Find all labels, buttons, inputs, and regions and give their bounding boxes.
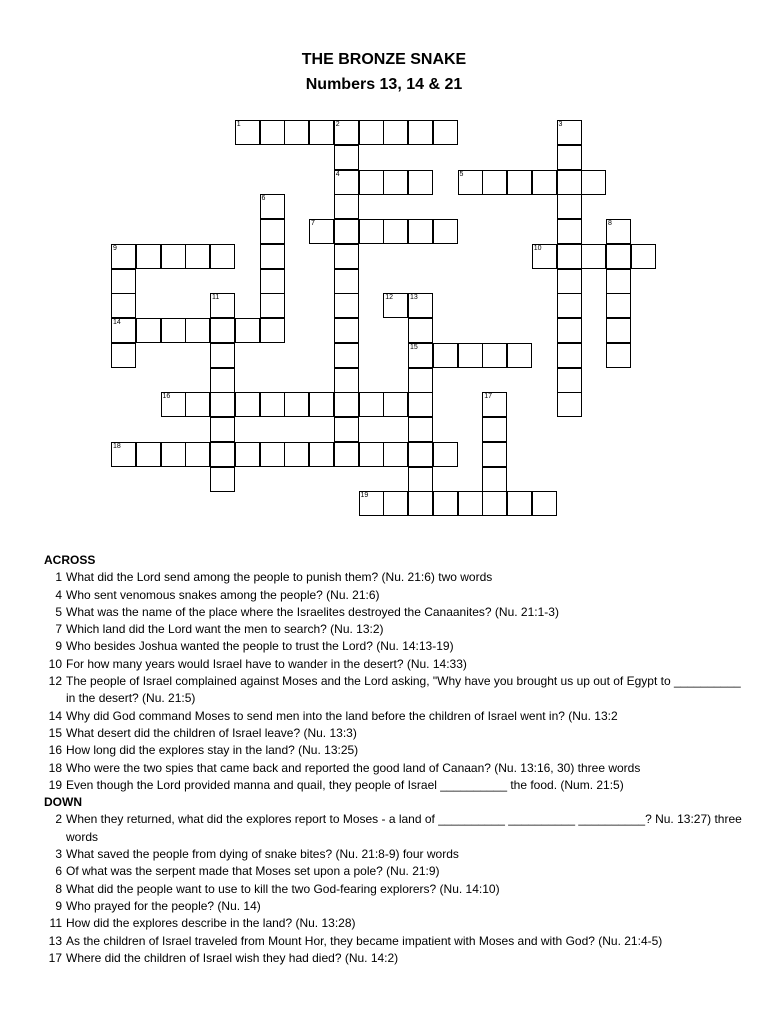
clue-num: 11: [49, 916, 62, 931]
down-clues: [44, 811, 744, 967]
grid-cell[interactable]: [334, 442, 359, 467]
clue-text: Of what was the serpent made that Moses set upon a pole? (Nu. 21:9): [66, 864, 440, 879]
clue-num: 13: [48, 933, 62, 948]
grid-cell[interactable]: [581, 244, 606, 269]
grid-cell[interactable]: [482, 170, 507, 195]
across-clue: [44, 569, 744, 586]
down-clue: [44, 811, 744, 846]
grid-cell[interactable]: [606, 293, 631, 318]
grid-cell[interactable]: [334, 194, 359, 219]
grid-cell[interactable]: [309, 442, 334, 467]
grid-cell[interactable]: [309, 219, 334, 244]
down-clue: [44, 898, 744, 915]
down-clue: [44, 846, 744, 863]
clue-text: Where did the children of Israel wish they had died? (Nu. 14:2): [66, 950, 399, 965]
clue-text: Who sent venomous snakes among the people? (Nu. 21:6): [66, 587, 380, 602]
grid-cell[interactable]: [557, 194, 582, 219]
grid-cell[interactable]: [482, 417, 507, 442]
clue-num: 2: [55, 812, 62, 827]
grid-cell[interactable]: [210, 392, 235, 417]
clue-number: 2: [335, 121, 340, 128]
grid-cell[interactable]: [210, 318, 235, 343]
grid-cell[interactable]: [284, 442, 309, 467]
clue-num: 6: [55, 864, 62, 879]
clue-number: 5: [459, 170, 464, 178]
across-clue: [44, 673, 744, 708]
clue-number: 10: [533, 244, 542, 252]
grid-cell[interactable]: [557, 293, 582, 318]
clue-num: 7: [55, 622, 62, 637]
clue-number: 17: [484, 393, 493, 401]
clue-num: 18: [48, 760, 62, 775]
grid-cell[interactable]: [433, 343, 458, 368]
clue-num: 19: [48, 777, 62, 792]
clue-text: What saved the people from dying of snake bites? (Nu. 21:8-9) four words: [66, 847, 459, 862]
across-clue: [44, 587, 744, 604]
clue-list: [44, 552, 744, 967]
grid-cell[interactable]: [260, 442, 285, 467]
grid-cell[interactable]: [111, 244, 136, 269]
grid-cell[interactable]: [383, 293, 408, 318]
clue-text: Which land did the Lord want the men to search? (Nu. 13:2): [66, 622, 384, 637]
grid-cell[interactable]: [111, 318, 136, 343]
grid-cell[interactable]: [458, 491, 483, 516]
clue-num: 15: [48, 725, 62, 740]
grid-cell[interactable]: [334, 318, 359, 343]
grid-cell[interactable]: [185, 318, 210, 343]
grid-cell[interactable]: [161, 442, 186, 467]
grid-cell[interactable]: [408, 392, 433, 417]
clue-number: 8: [608, 220, 612, 227]
grid-cell[interactable]: [557, 219, 582, 244]
grid-cell[interactable]: [408, 219, 433, 244]
grid-cell[interactable]: [235, 318, 260, 343]
across-clue: [44, 638, 744, 655]
clue-text: What desert did the children of Israel leave? (Nu. 13:3): [66, 725, 357, 740]
grid-cell[interactable]: [458, 170, 483, 195]
clue-text: The people of Israel complained against Moses and the Lord asking, "Why have you brought us up out of Egypt to __________ in the desert? (Nu. 21:5): [66, 674, 741, 706]
grid-cell[interactable]: [359, 219, 384, 244]
clue-number: 1: [236, 121, 241, 128]
clue-text: When they returned, what did the explores report to Moses - a land of __________ __________ __________? Nu. 13:27) three words: [66, 812, 742, 844]
grid-cell[interactable]: [260, 120, 285, 145]
grid-cell[interactable]: [433, 120, 458, 145]
clue-text: What was the name of the place where the Israelites destroyed the Canaanites? (Nu. 21:1-3): [66, 604, 559, 619]
clue-num: 14: [48, 708, 62, 723]
grid-cell[interactable]: [210, 467, 235, 492]
grid-cell[interactable]: [185, 442, 210, 467]
clue-text: How did the explores describe in the land? (Nu. 13:28): [66, 916, 356, 931]
grid-cell[interactable]: [383, 392, 408, 417]
grid-cell[interactable]: [210, 343, 235, 368]
clue-number: 19: [360, 492, 369, 500]
grid-cell[interactable]: [606, 219, 631, 244]
grid-cell[interactable]: [111, 343, 136, 368]
across-clue: [44, 708, 744, 725]
grid-cell[interactable]: [334, 417, 359, 442]
grid-cell[interactable]: [408, 368, 433, 393]
grid-cell[interactable]: [334, 120, 359, 145]
clue-text: For how many years would Israel have to wander in the desert? (Nu. 14:33): [66, 656, 467, 671]
grid-cell[interactable]: [235, 442, 260, 467]
grid-cell[interactable]: [557, 368, 582, 393]
grid-cell[interactable]: [260, 219, 285, 244]
grid-cell[interactable]: [284, 392, 309, 417]
grid-cell[interactable]: [111, 442, 136, 467]
clue-num: 9: [55, 639, 62, 654]
grid-cell[interactable]: [383, 491, 408, 516]
grid-cell[interactable]: [482, 343, 507, 368]
clue-num: 16: [48, 743, 62, 758]
clue-num: 9: [55, 898, 62, 913]
grid-cell[interactable]: [359, 491, 384, 516]
down-clue: [44, 863, 744, 880]
down-clue: [44, 933, 744, 950]
grid-cell[interactable]: [408, 442, 433, 467]
grid-cell[interactable]: [111, 269, 136, 294]
down-clue: [44, 881, 744, 898]
clue-number: 7: [311, 220, 315, 227]
grid-cell[interactable]: [408, 417, 433, 442]
grid-cell[interactable]: [210, 368, 235, 393]
down-clue: [44, 915, 744, 932]
grid-cell[interactable]: [210, 417, 235, 442]
clue-number: 16: [162, 393, 171, 401]
clue-number: 9: [113, 244, 117, 252]
grid-cell[interactable]: [557, 145, 582, 170]
grid-cell[interactable]: [532, 244, 557, 269]
grid-cell[interactable]: [260, 244, 285, 269]
grid-cell[interactable]: [408, 318, 433, 343]
clue-number: 4: [335, 170, 340, 178]
grid-cell[interactable]: [161, 244, 186, 269]
grid-cell[interactable]: [136, 318, 161, 343]
grid-cell[interactable]: [383, 442, 408, 467]
grid-cell[interactable]: [606, 244, 631, 269]
across-clue: [44, 656, 744, 673]
clue-text: What did the Lord send among the people to punish them? (Nu. 21:6) two words: [66, 570, 493, 585]
grid-cell[interactable]: [210, 442, 235, 467]
clue-num: 4: [55, 587, 62, 602]
clue-text: Who prayed for the people? (Nu. 14): [66, 898, 261, 913]
clue-num: 5: [55, 604, 62, 619]
grid-cell[interactable]: [557, 269, 582, 294]
across-clue: [44, 725, 744, 742]
grid-cell[interactable]: [606, 318, 631, 343]
grid-cell[interactable]: [408, 343, 433, 368]
grid-cell[interactable]: [606, 343, 631, 368]
grid-cell[interactable]: [260, 269, 285, 294]
grid-cell[interactable]: [408, 491, 433, 516]
grid-cell[interactable]: [408, 467, 433, 492]
grid-cell[interactable]: [482, 442, 507, 467]
grid-cell[interactable]: [532, 170, 557, 195]
grid-cell[interactable]: [359, 120, 384, 145]
clue-num: 10: [48, 656, 62, 671]
grid-cell[interactable]: [557, 343, 582, 368]
grid-cell[interactable]: [161, 392, 186, 417]
grid-cell[interactable]: [334, 170, 359, 195]
grid-cell[interactable]: [532, 491, 557, 516]
clue-number: 12: [385, 294, 394, 302]
across-heading: ACROSS: [44, 553, 96, 567]
clue-num: 12: [48, 674, 62, 689]
grid-cell[interactable]: [309, 392, 334, 417]
across-clue: [44, 760, 744, 777]
clue-number: 3: [558, 121, 563, 128]
grid-cell[interactable]: [557, 392, 582, 417]
grid-cell[interactable]: [334, 293, 359, 318]
grid-cell[interactable]: [359, 392, 384, 417]
grid-cell[interactable]: [383, 219, 408, 244]
grid-cell[interactable]: [334, 145, 359, 170]
grid-cell[interactable]: [210, 244, 235, 269]
grid-cell[interactable]: [581, 170, 606, 195]
clue-number: 13: [410, 294, 418, 302]
grid-cell[interactable]: [260, 293, 285, 318]
clue-num: 8: [55, 881, 62, 896]
grid-cell[interactable]: [408, 120, 433, 145]
grid-cell[interactable]: [334, 219, 359, 244]
clue-text: Who besides Joshua wanted the people to trust the Lord? (Nu. 14:13-19): [66, 639, 454, 654]
grid-cell[interactable]: [482, 467, 507, 492]
grid-cell[interactable]: [482, 392, 507, 417]
grid-cell[interactable]: [334, 368, 359, 393]
grid-cell[interactable]: [507, 170, 532, 195]
down-clue: [44, 950, 744, 967]
puzzle-subtitle: Numbers 13, 14 & 21: [305, 76, 463, 93]
grid-cell[interactable]: [557, 318, 582, 343]
grid-cell[interactable]: [507, 491, 532, 516]
clue-num: 17: [48, 950, 62, 965]
clue-text: As the children of Israel traveled from Mount Hor, they became impatient with Moses and with God? (Nu. 21:4-5): [66, 933, 663, 948]
puzzle-title: THE BRONZE SNAKE: [301, 51, 467, 68]
grid-cell[interactable]: [383, 120, 408, 145]
grid-cell[interactable]: [334, 269, 359, 294]
grid-cell[interactable]: [557, 120, 582, 145]
grid-cell[interactable]: [260, 194, 285, 219]
grid-cell[interactable]: [482, 491, 507, 516]
across-clue: [44, 742, 744, 759]
grid-cell[interactable]: [359, 442, 384, 467]
clue-text: Who were the two spies that came back and reported the good land of Canaan? (Nu. 13:16, 30) three words: [66, 760, 641, 775]
grid-cell[interactable]: [557, 170, 582, 195]
grid-cell[interactable]: [507, 343, 532, 368]
grid-cell[interactable]: [210, 293, 235, 318]
clue-number: 14: [113, 319, 121, 326]
grid-cell[interactable]: [161, 318, 186, 343]
grid-cell[interactable]: [458, 343, 483, 368]
clue-number: 18: [113, 442, 121, 450]
grid-cell[interactable]: [334, 244, 359, 269]
clue-num: 3: [55, 847, 62, 862]
across-clues: [44, 569, 744, 794]
grid-cell[interactable]: [334, 343, 359, 368]
grid-cell[interactable]: [606, 269, 631, 294]
grid-cell[interactable]: [235, 120, 260, 145]
down-heading: DOWN: [44, 795, 82, 810]
grid-cell[interactable]: [433, 491, 458, 516]
clue-number: 6: [261, 195, 266, 203]
clue-num: 1: [55, 570, 62, 585]
grid-cell[interactable]: [185, 392, 210, 417]
clue-number: 15: [410, 343, 418, 351]
grid-cell[interactable]: [631, 244, 656, 269]
grid-cell[interactable]: [309, 120, 334, 145]
grid-cell[interactable]: [136, 442, 161, 467]
clue-text: What did the people want to use to kill the two God-fearing explorers? (Nu. 14:10): [66, 881, 500, 896]
clue-text: How long did the explores stay in the land? (Nu. 13:25): [66, 743, 359, 758]
across-clue: [44, 621, 744, 638]
grid-cell[interactable]: [111, 293, 136, 318]
across-clue: [44, 604, 744, 621]
grid-cell[interactable]: [433, 219, 458, 244]
grid-cell[interactable]: [260, 392, 285, 417]
grid-cell[interactable]: [433, 442, 458, 467]
grid-cell[interactable]: [185, 244, 210, 269]
grid-cell[interactable]: [408, 293, 433, 318]
grid-cell[interactable]: [359, 170, 384, 195]
grid-cell[interactable]: [383, 170, 408, 195]
across-clue: [44, 777, 744, 794]
grid-cell[interactable]: [136, 244, 161, 269]
clue-text: Why did God command Moses to send men into the land before the children of Israel went in? (Nu. 13:2: [66, 708, 618, 723]
clue-number: 11: [212, 294, 220, 302]
clue-text: Even though the Lord provided manna and quail, they people of Israel __________ the food. (Num. 21:5): [66, 777, 624, 792]
grid-cell[interactable]: [260, 318, 285, 343]
grid-cell[interactable]: [334, 392, 359, 417]
grid-cell[interactable]: [284, 120, 309, 145]
grid-cell[interactable]: [235, 392, 260, 417]
grid-cell[interactable]: [557, 244, 582, 269]
grid-cell[interactable]: [408, 170, 433, 195]
